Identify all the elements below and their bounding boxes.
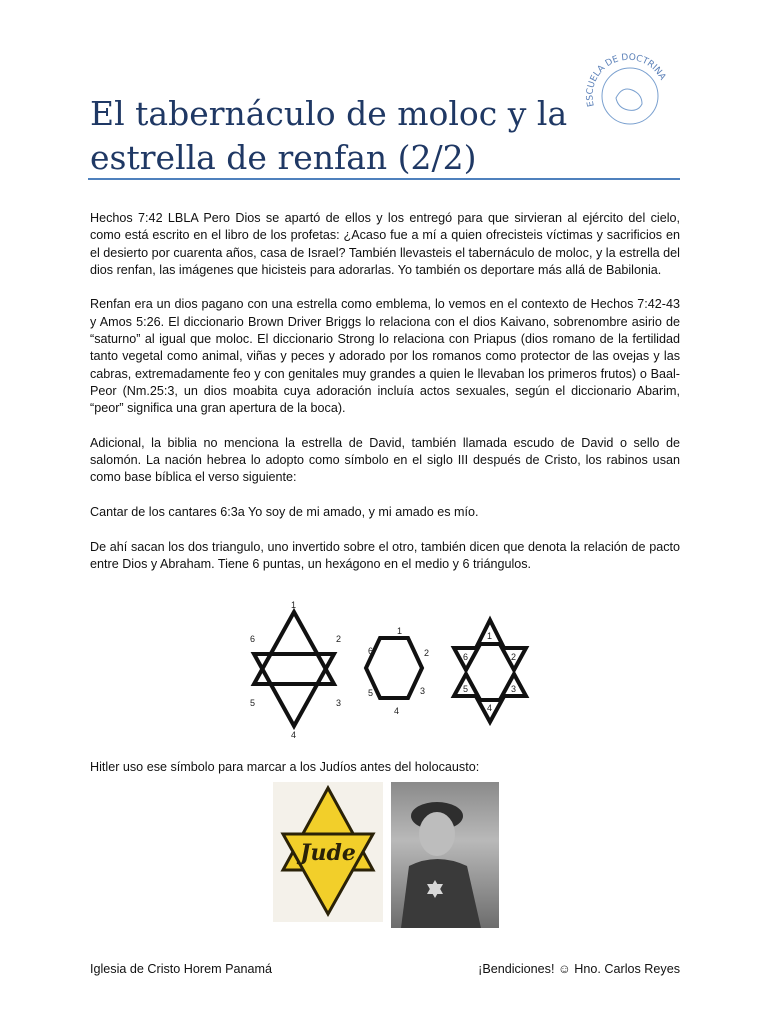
paragraph: Renfan era un dios pagano con una estrella como emblema, lo vemos en el contexto de Hechos 7:42-43 y Amos 5:26. El diccionario Brown Driver Briggs lo relaciona con el dios Kaivano, sobrenombre asirio de “saturno” al igual que moloc. El diccionario Strong lo relaciona con Priapus (dios romano de la fertilidad tanto vegetal como animal, viñas y peces y adorado por los romanos como protector de las ovejas y las cabras, extremadamente feo y con genitales muy grandes a quien le llevaban los primeros frutos) o Baal-Peor (Nm.25:3, un dios moabita cuya adoración incluía actos sexuales, según el diccionario Abarim, “peor” significa una gran apertura de la boca).: [90, 297, 680, 416]
triangle-label-5: 5: [463, 684, 469, 694]
triangle-label-1: 1: [487, 631, 493, 641]
hexagram-figure: [254, 612, 334, 726]
hexagon-figure: [366, 638, 422, 698]
triangle-label-6: 6: [463, 652, 469, 662]
star-of-david-diagram: [244, 598, 534, 740]
hexagon-label-6: 6: [368, 646, 374, 656]
triangle-label-2: 2: [511, 652, 517, 662]
hexagon-label-5: 5: [368, 688, 374, 698]
photo-caption: Hitler uso ese símbolo para marcar a los Judíos antes del holocausto:: [90, 760, 480, 774]
logo-text: ESCUELA DE DOCTRINA: [585, 52, 668, 108]
paragraph: Cantar de los cantares 6:3a Yo soy de mi amado, y mi amado es mío.: [90, 505, 479, 520]
body-text: [90, 210, 680, 591]
title-divider: [88, 178, 680, 180]
hexagon-label-1: 1: [397, 626, 403, 636]
hexagon-label-2: 2: [424, 648, 430, 658]
page-title: El tabernáculo de moloc y la estrella de renfan (2/2): [90, 94, 568, 177]
star-label-6: 6: [250, 634, 256, 644]
star-label-4: 4: [291, 730, 297, 740]
paragraph: Adicional, la biblia no menciona la estrella de David, también llamada escudo de David o sello de salomón. La nación hebrea lo adopto como símbolo en el siglo III después de Cristo, los rabinos usan como base bíblica el verso siguiente:: [90, 435, 680, 485]
historical-photo: [391, 782, 499, 928]
badge-text: Jude: [300, 840, 356, 866]
star-label-3: 3: [336, 698, 342, 708]
star-label-5: 5: [250, 698, 256, 708]
footer-signature: ¡Bendiciones! ☺ Hno. Carlos Reyes: [478, 962, 680, 976]
boy-figure: [391, 782, 499, 928]
paragraph: Hechos 7:42 LBLA Pero Dios se apartó de ellos y los entregó para que sirvieran al ejército del cielo, como está escrito en el libro de los profetas: ¿Acaso fue a mí a quien ofrecisteis víctimas y sacrificios en el desierto por cuarenta años, casa de Israel? También llevasteis el tabernáculo de moloc, y la estrella del dios renfan, las imágenes que hicisteis para adorarlas. Yo también os deportare más allá de Babilonia.: [90, 211, 680, 277]
star-label-2: 2: [336, 634, 342, 644]
star-label-1: 1: [291, 600, 297, 610]
paragraph: De ahí sacan los dos triangulo, uno invertido sobre el otro, también dicen que denota la relación de pacto entre Dios y Abraham. Tiene 6 puntas, un hexágono en el medio y 6 triángulos.: [90, 539, 680, 571]
hexagon-label-4: 4: [394, 706, 400, 716]
yellow-star-badge: [273, 782, 383, 922]
footer-church-name: Iglesia de Cristo Horem Panamá: [90, 962, 272, 976]
triangle-label-4: 4: [487, 703, 493, 713]
hexagon-label-3: 3: [420, 686, 426, 696]
triangle-label-3: 3: [511, 684, 517, 694]
